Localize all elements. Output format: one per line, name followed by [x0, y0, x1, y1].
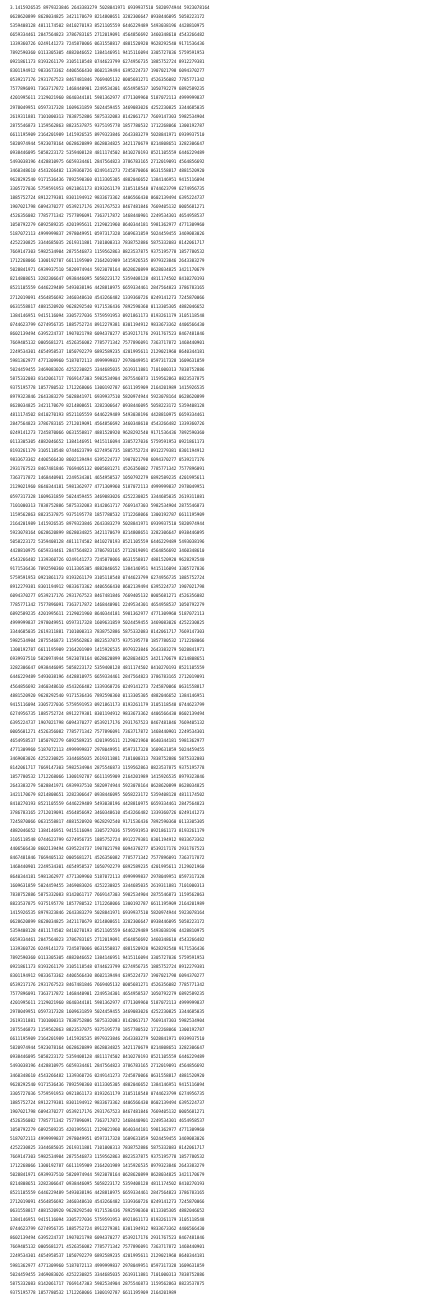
digit-line: 4201995611 2129021960 8640344181 5981362977 4771309960 5187072113 4999999837: [10, 96, 205, 102]
digit-line: 0597317328 1609631859 5024459455 3469083026 4252230825 3344685035 2619311881: [10, 494, 205, 500]
digit-line: 4526356082 7785771342 7577896091 7363717872 1468440901 2249534301 4654958537: [10, 1118, 205, 1124]
digit-line: 6094370277 0539217176 2931767523 8467481846 7669405132 0005681271 4526356082: [10, 594, 205, 600]
digit-line: 9375195778 1857780532 1712268066 1300192787 6611195909 2164201989 1415926535: [10, 385, 205, 391]
digit-line: 8467481846 7669405132 0005681271 4526356082 7785771342 7577896091 7363717872: [10, 856, 205, 862]
digit-line: 3305727036 5759591953 0921861173 8193261179 3105118548 0744623799 6274956735: [10, 1091, 205, 1097]
digit-line: 2164201989 1415926535 8979323846 2643383279 5028841971 6939937510 5820974944: [10, 521, 205, 527]
digit-line: 9375195778 1857780532 1712268066 1300192787 6611195909 2164201989: [10, 1290, 177, 1296]
digit-line: 7669405132 0005681271 4526356082 7785771342 7577896091 7363717872 1468440901: [10, 1245, 205, 1251]
digit-line: 5028841971 6939937510 5820974944 5923078164 0628620899 8628034825 3421170679: [10, 268, 205, 274]
digit-line: 1907021798 6094370277 0539217176 2931767523 8467481846 7669405132 0005681271: [10, 205, 205, 211]
digit-line: 5820974944 5923078164 0628620899 8628034825 3421170679 8214808651 3282306647: [10, 141, 205, 147]
digit-line: 0631558817 4881520920 9628292540 9171536436 7892590360 0113305305 4882046652: [10, 1209, 205, 1215]
digit-line: 3105118548 0744623799 6274956735 1885752724 8912279381 8301194912 9833673362: [10, 838, 205, 844]
digit-line: 4526356082 7785771342 7577896091 7363717872 1468440901 2249534301 4654958537: [10, 214, 205, 220]
digit-line: 7245870066 0631558817 4881520920 9628292540 9171536436 7892590360 0113305305: [10, 820, 205, 826]
digit-line: 1907021798 6094370277 0539217176 2931767523 8467481846 7669405132 0005681271: [10, 1109, 205, 1115]
digit-line: 8301194912 9833673362 4406566430 8602139494 6395224737 1907021798 6094370277: [10, 974, 205, 980]
digit-line: 7785771342 7577896091 7363717872 1468440901 2249534301 4654958537 1050792279: [10, 603, 205, 609]
digit-line: 6274956735 1885752724 8912279381 8301194912 9833673362 4406566430 8602139494: [10, 711, 205, 717]
digit-line: 5187072113 4999999837 2978049951 0597317328 1609631859 5024459455 3469083026: [10, 232, 205, 238]
digit-line: 0539217176 2931767523 8467481846 7669405132 0005681271 4526356082 7785771342: [10, 983, 205, 989]
digit-line: 9628292540 9171536436 7892590360 0113305305 4882046652 1384146951 9415116094: [10, 1082, 205, 1088]
digit-line: 4564856692 3460348610 4543266482 1339360726 0249141273 7245870066 0631558817: [10, 684, 205, 690]
digit-line: 6659334461 2847564823 3786783165 2712019091 4564856692 3460348610 4543266482: [10, 33, 205, 39]
digit-line: 2619311881 7101000313 7838752886 5875332083 8142061717 7669147303 5982534904: [10, 1019, 205, 1025]
digit-line: 6611195909 2164201989 1415926535 8979323846 2643383279 5028841971 6939937510: [10, 1037, 205, 1043]
digit-line: 4406566430 8602139494 6395224737 1907021798 6094370277 0539217176 2931767523: [10, 847, 205, 853]
digit-line: 7577896091 7363717872 1468440901 2249534301 4654958537 1050792279 6892589235: [10, 992, 205, 998]
digit-line: 5187072113 4999999837 2978049951 0597317328 1609631859 5024459455 3469083026: [10, 1136, 205, 1142]
digit-line: 0005681271 4526356082 7785771342 7577896091 7363717872 1468440901 2249534301: [10, 729, 205, 735]
digit-line: 0744623799 6274956735 1885752724 8912279381 8301194912 9833673362 4406566430: [10, 1227, 205, 1233]
digit-line: 6611195909 2164201989 1415926535 8979323846 2643383279 5028841971 6939937510: [10, 132, 205, 138]
digit-line: 9628292540 9171536436 7892590360 0113305305 4882046652 1384146951 9415116094: [10, 177, 205, 183]
digit-line: 0631558817 4881520920 9628292540 9171536436 7892590360 0113305305 4882046652: [10, 304, 205, 310]
digit-line: 8602139494 6395224737 1907021798 6094370277 0539217176 2931767523 8467481846: [10, 1236, 205, 1242]
digit-line: 5024459455 3469083026 4252230825 3344685035 2619311881 7101000313 7838752886: [10, 1272, 205, 1278]
digit-line: 4654958537 1050792279 6892589235 4201995611 2129021960 8640344181 5981362977: [10, 738, 205, 744]
digit-line: 6892589235 4201995611 2129021960 8640344181 5981362977 4771309960 5187072113: [10, 612, 205, 618]
digit-line: 7892590360 0113305305 4882046652 1384146951 9415116094 3305727036 5759591953: [10, 955, 205, 961]
digit-line: 5024459455 3469083026 4252230825 3344685035 2619311881 7101000313 7838752886: [10, 367, 205, 373]
digit-line: 1300192787 6611195909 2164201989 1415926535 8979323846 2643383279 5028841971: [10, 648, 205, 654]
digit-line: 8214808651 3282306647 0938446095 5058223172 5359408128 4811174502 8410270193: [10, 1182, 205, 1188]
digit-line: 1339360726 0249141273 7245870066 0631558817 4881520920 9628292540 9171536436: [10, 946, 205, 952]
digit-line: 5058223172 5359408128 4811174502 8410270193 8521105559 6446229489 5493038196: [10, 539, 205, 545]
digit-line: 8602139494 6395224737 1907021798 6094370277 0539217176 2931767523 8467481846: [10, 331, 205, 337]
digit-line: 4201995611 2129021960 8640344181 5981362977 4771309960 5187072113 4999999837: [10, 1001, 205, 1007]
digit-line: 1384146951 9415116094 3305727036 5759591953 0921861173 8193261179 3105118548: [10, 1218, 205, 1224]
digit-line: 2643383279 5028841971 6939937510 5820974944 5923078164 0628620899 8628034825: [10, 784, 205, 790]
digit-line: 4543266482 1339360726 0249141273 7245870066 0631558817 4881520920 9628292540: [10, 557, 205, 563]
digit-line: 2249534301 4654958537 1050792279 6892589235 4201995611 2129021960 8640344181: [10, 349, 205, 355]
digit-line: 1712268066 1300192787 6611195909 2164201989 1415926535 8979323846 2643383279: [10, 1164, 205, 1169]
digit-line: 8521105559 6446229489 5493038196 4428810975 6659334461 2847564823 3786783165: [10, 1191, 205, 1197]
digit-line: 5923078164 0628620899 8628034825 3421170679 8214808651 3282306647 0938446095: [10, 530, 205, 536]
digit-line: 3421170679 8214808651 3282306647 0938446095 5058223172 5359408128 4811174502: [10, 793, 205, 799]
digit-line: 1159562863 8823537875 9375195778 1857780532 1712268066 1300192787 6611195909: [10, 512, 205, 518]
digit-line: 0249141273 7245870066 0631558817 4881520920 9628292540 9171536436 7892590360: [10, 431, 205, 437]
digit-line: 1885752724 8912279381 8301194912 9833673362 4406566430 8602139494 6395224737: [10, 1100, 205, 1106]
digit-line: 8521105559 6446229489 5493038196 4428810975 6659334461 2847564823 3786783165: [10, 286, 205, 292]
digit-line: 5028841971 6939937510 5820974944 5923078164 0628620899 8628034825 3421170679: [10, 1173, 205, 1179]
digit-line: 5875332083 8142061717 7669147303 5982534904 2875546873 1159562863 8823537875: [10, 1281, 205, 1287]
digit-line: 3460348610 4543266482 1339360726 0249141273 7245870066 0631558817 4881520920: [10, 1073, 205, 1079]
digit-line: 3460348610 4543266482 1339360726 0249141273 7245870066 0631558817 4881520920: [10, 168, 205, 174]
digit-line: 7892590360 0113305305 4882046652 1384146951 9415116094 3305727036 5759591953: [10, 51, 205, 57]
digit-line: 0628620899 8628034825 3421170679 8214808651 3282306647 0938446095 5058223172: [10, 919, 205, 925]
digit-line: 4881520920 9628292540 9171536436 7892590360 0113305305 4882046652 1384146951: [10, 693, 205, 699]
digit-line: 5820974944 5923078164 0628620899 8628034825 3421170679 8214808651 3282306647: [10, 1046, 205, 1052]
digit-line: 0938446095 5058223172 5359408128 4811174502 8410270193 8521105559 6446229489: [10, 1055, 205, 1061]
digit-line: 1857780532 1712268066 1300192787 6611195909 2164201989 1415926535 8979323846: [10, 774, 205, 780]
digit-line: 3344685035 2619311881 7101000313 7838752886 5875332083 8142061717 7669147303: [10, 630, 205, 636]
digit-line: 8410270193 8521105559 6446229489 5493038196 4428810975 6659334461 2847564823: [10, 802, 205, 808]
digit-line: 2978049951 0597317328 1609631859 5024459455 3469083026 4252230825 3344685035: [10, 1010, 205, 1016]
digit-line: 2978049951 0597317328 1609631859 5024459455 3469083026 4252230825 3344685035: [10, 105, 205, 111]
digit-line: 6446229489 5493038196 4428810975 6659334461 2847564823 3786783165 2712019091: [10, 675, 205, 681]
digit-line: 2249534301 4654958537 1050792279 6892589235 4201995611 2129021960 8640344181: [10, 1254, 205, 1260]
digit-line: 5493038196 4428810975 6659334461 2847564823 3786783165 2712019091 4564856692: [10, 1064, 205, 1070]
digit-line: 8214808651 3282306647 0938446095 5058223172 5359408128 4811174502 8410270193: [10, 277, 205, 283]
digit-line: 4252230825 3344685035 2619311881 7101000313 7838752886 5875332083 8142061717: [10, 241, 205, 247]
digit-line: 3.1415926535 8979323846 2643383279 5028841971 6939937510 5820974944 5923078164: [10, 6, 210, 11]
digit-line: 5493038196 4428810975 6659334461 2847564823 3786783165 2712019091 4564856692: [10, 159, 205, 165]
digit-line: 4882046652 1384146951 9415116094 3305727036 5759591953 0921861173 8193261179: [10, 829, 205, 835]
digit-line: 7577896091 7363717872 1468440901 2249534301 4654958537 1050792279 6892589235: [10, 87, 205, 93]
digit-line: 1712268066 1300192787 6611195909 2164201989 1415926535 8979323846 2643383279: [10, 259, 205, 265]
pi-digits-document: [10, 4, 424, 1298]
digit-line: 3282306647 0938446095 5058223172 5359408128 4811174502 8410270193 8521105559: [10, 666, 205, 672]
digit-line: 0921861173 8193261179 3105118548 0744623799 6274956735 1885752724 8912279381: [10, 60, 205, 66]
digit-line: 8640344181 5981362977 4771309960 5187072113 4999999837 2978049951 0597317328: [10, 874, 205, 880]
digit-line: 2619311881 7101000313 7838752886 5875332083 8142061717 7669147303 5982534904: [10, 114, 205, 120]
digit-line: 3786783165 2712019091 4564856692 3460348610 4543266482 1339360726 0249141273: [10, 811, 205, 817]
digit-line: 6659334461 2847564823 3786783165 2712019091 4564856692 3460348610 4543266482: [10, 937, 205, 943]
digit-line: 0628620899 8628034825 3421170679 8214808651 3282306647 0938446095 5058223172: [10, 15, 205, 21]
digit-line: 9415116094 3305727036 5759591953 0921861173 8193261179 3105118548 0744623799: [10, 702, 205, 708]
digit-line: 0744623799 6274956735 1885752724 8912279381 8301194912 9833673362 4406566430: [10, 322, 205, 328]
digit-line: 1050792279 6892589235 4201995611 2129021960 8640344181 5981362977 4771309960: [10, 1127, 205, 1133]
digit-line: 5359408128 4811174502 8410270193 8521105559 6446229489 5493038196 4428810975: [10, 24, 205, 30]
digit-line: 8979323846 2643383279 5028841971 6939937510 5820974944 5923078164 0628620899: [10, 395, 205, 401]
digit-line: 7669147303 5982534904 2875546873 1159562863 8823537875 9375195778 1857780532: [10, 1154, 205, 1160]
digit-line: 2712019091 4564856692 3460348610 4543266482 1339360726 0249141273 7245870066: [10, 1200, 205, 1206]
digit-line: 7363717872 1468440901 2249534301 4654958537 1050792279 6892589235 4201995611: [10, 476, 205, 482]
digit-line: 4811174502 8410270193 8521105559 6446229489 5493038196 4428810975 6659334461: [10, 413, 205, 419]
digit-line: 1384146951 9415116094 3305727036 5759591953 0921861173 8193261179 3105118548: [10, 313, 205, 319]
digit-line: 7101000313 7838752886 5875332083 8142061717 7669147303 5982534904 2875546873: [10, 503, 205, 509]
digit-line: 5981362977 4771309960 5187072113 4999999837 2978049951 0597317328 1609631859: [10, 358, 205, 364]
digit-line: 4771309960 5187072113 4999999837 2978049951 0597317328 1609631859 5024459455: [10, 747, 205, 753]
digit-line: 8193261179 3105118548 0744623799 6274956735 1885752724 8912279381 8301194912: [10, 449, 205, 455]
digit-line: 9833673362 4406566430 8602139494 6395224737 1907021798 6094370277 0539217176: [10, 458, 205, 464]
digit-line: 7669147303 5982534904 2875546873 1159562863 8823537875 9375195778 1857780532: [10, 250, 205, 256]
digit-line: 2875546873 1159562863 8823537875 9375195778 1857780532 1712268066 1300192787: [10, 1028, 205, 1034]
digit-line: 0921861173 8193261179 3105118548 0744623799 6274956735 1885752724 8912279381: [10, 964, 205, 970]
digit-line: 1415926535 8979323846 2643383279 5028841971 6939937510 5820974944 5923078164: [10, 910, 205, 916]
digit-line: 3469083026 4252230825 3344685035 2619311881 7101000313 7838752886 5875332083: [10, 756, 205, 762]
digit-line: 8301194912 9833673362 4406566430 8602139494 6395224737 1907021798 6094370277: [10, 69, 205, 75]
digit-line: 4252230825 3344685035 2619311881 7101000313 7838752886 5875332083 8142061717: [10, 1145, 205, 1151]
digit-line: 9171536436 7892590360 0113305305 4882046652 1384146951 9415116094 3305727036: [10, 566, 205, 572]
digit-line: 6395224737 1907021798 6094370277 0539217176 2931767523 8467481846 7669405132: [10, 720, 205, 726]
digit-line: 1339360726 0249141273 7245870066 0631558817 4881520920 9628292540 9171536436: [10, 42, 205, 48]
digit-line: 2931767523 8467481846 7669405132 0005681271 4526356082 7785771342 7577896091: [10, 467, 205, 473]
digit-line: 1468440901 2249534301 4654958537 1050792279 6892589235 4201995611 2129021960: [10, 865, 205, 871]
digit-line: 7669405132 0005681271 4526356082 7785771342 7577896091 7363717872 1468440901: [10, 340, 205, 346]
digit-line: 0113305305 4882046652 1384146951 9415116094 3305727036 5759591953 0921861173: [10, 440, 205, 446]
digit-line: 5981362977 4771309960 5187072113 4999999837 2978049951 0597317328 1609631859: [10, 1263, 205, 1269]
digit-line: 0539217176 2931767523 8467481846 7669405132 0005681271 4526356082 7785771342: [10, 78, 205, 84]
digit-line: 7838752886 5875332083 8142061717 7669147303 5982534904 2875546873 1159562863: [10, 892, 205, 898]
digit-line: 6939937510 5820974944 5923078164 0628620899 8628034825 3421170679 8214808651: [10, 657, 205, 663]
digit-line: 0938446095 5058223172 5359408128 4811174502 8410270193 8521105559 6446229489: [10, 150, 205, 156]
digit-line: 8628034825 3421170679 8214808651 3282306647 0938446095 5058223172 5359408128: [10, 404, 205, 410]
digit-line: 5359408128 4811174502 8410270193 8521105559 6446229489 5493038196 4428810975: [10, 928, 205, 934]
digit-line: 2712019091 4564856692 3460348610 4543266482 1339360726 0249141273 7245870066: [10, 295, 205, 301]
digit-line: 2875546873 1159562863 8823537875 9375195778 1857780532 1712268066 1300192787: [10, 123, 205, 129]
digit-line: 8142061717 7669147303 5982534904 2875546873 1159562863 8823537875 9375195778: [10, 765, 205, 771]
digit-line: 1885752724 8912279381 8301194912 9833673362 4406566430 8602139494 6395224737: [10, 195, 205, 201]
digit-line: 2129021960 8640344181 5981362977 4771309960 5187072113 4999999837 2978049951: [10, 485, 205, 491]
digit-line: 5875332083 8142061717 7669147303 5982534904 2875546873 1159562863 8823537875: [10, 376, 205, 382]
digit-line: 4428810975 6659334461 2847564823 3786783165 2712019091 4564856692 3460348610: [10, 548, 205, 554]
digit-line: 8823537875 9375195778 1857780532 1712268066 1300192787 6611195909 2164201989: [10, 901, 205, 907]
digit-line: 8912279381 8301194912 9833673362 4406566430 8602139494 6395224737 1907021798: [10, 585, 205, 590]
digit-line: 3305727036 5759591953 0921861173 8193261179 3105118548 0744623799 6274956735: [10, 186, 205, 192]
digit-line: 5759591953 0921861173 8193261179 3105118548 0744623799 6274956735 1885752724: [10, 575, 205, 581]
digit-line: 4999999837 2978049951 0597317328 1609631859 5024459455 3469083026 4252230825: [10, 621, 205, 627]
digit-line: 1609631859 5024459455 3469083026 4252230825 3344685035 2619311881 7101000313: [10, 883, 205, 889]
digit-line: 1050792279 6892589235 4201995611 2129021960 8640344181 5981362977 4771309960: [10, 223, 205, 229]
digit-line: 5982534904 2875546873 1159562863 8823537875 9375195778 1857780532 1712268066: [10, 639, 205, 645]
digit-line: 2847564823 3786783165 2712019091 4564856692 3460348610 4543266482 1339360726: [10, 422, 205, 428]
